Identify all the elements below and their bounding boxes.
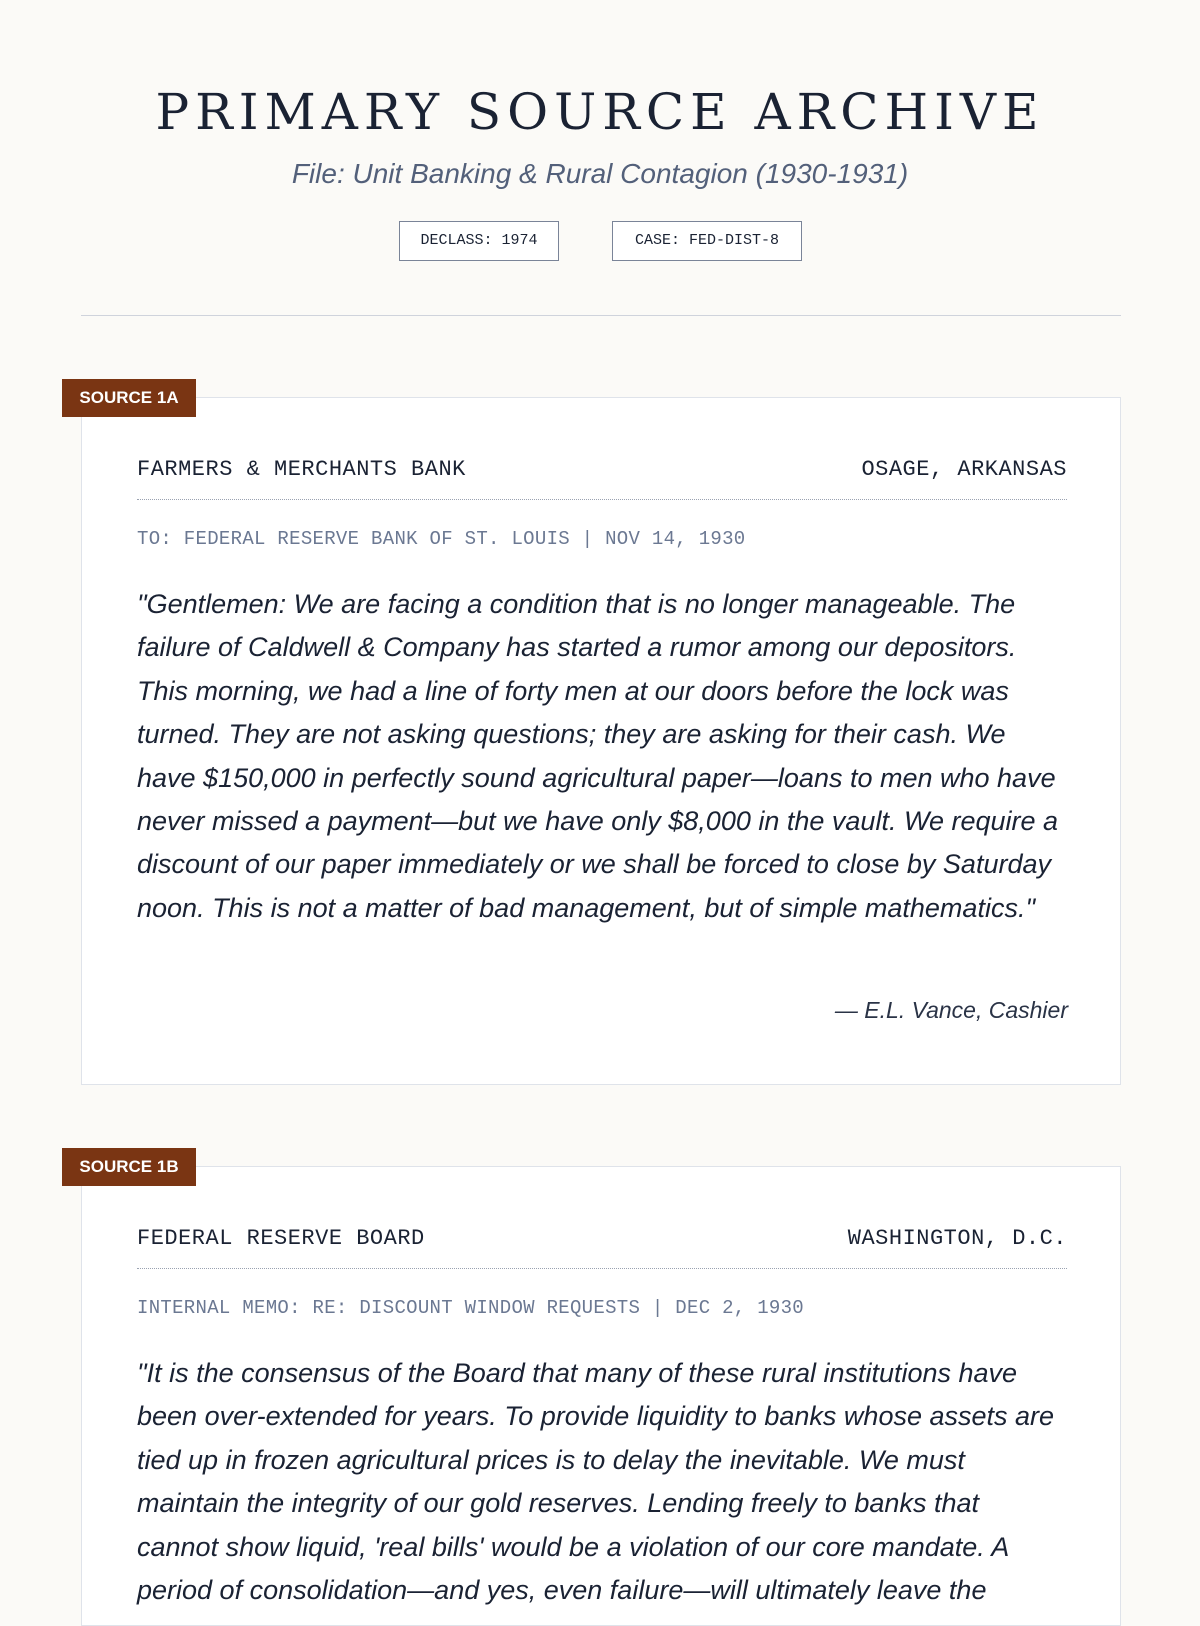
card-header bbox=[137, 454, 1067, 486]
page-title: PRIMARY SOURCE ARCHIVE bbox=[155, 83, 1045, 141]
source-quote: "Gentlemen: We are facing a condition that is no longer manageable. The failure of Caldwell & Company has started a rumor among our depositors. This morning, we had a line of forty men at our doors before the lock was turned. They are not asking questions; they are asking for their cash. We have $150,000 in perfectly sound agricultural paper—loans to men who have never missed a payment—but we have only $8,000 in the vault. We require a discount of our paper immediately or we shall be forced to close by Saturday noon. This is not a matter of bad management, but of simple mathematics." bbox=[137, 589, 1059, 923]
header-divider bbox=[81, 315, 1121, 316]
source-label-1b: SOURCE 1B bbox=[62, 1148, 196, 1186]
source-location: WASHINGTON, D.C. bbox=[847, 1226, 1067, 1251]
dotted-divider bbox=[137, 499, 1067, 500]
source-meta: TO: FEDERAL RESERVE BANK OF ST. LOUIS | NOV 14, 1930 bbox=[137, 528, 746, 550]
source-card-1b bbox=[81, 1166, 1121, 1626]
source-quote: "It is the consensus of the Board that many of these rural institutions have been over-extended for years. To provide liquidity to banks whose assets are tied up in frozen agricultural prices is to delay the inevitable. We must maintain the integrity of our gold reserves. Lending freely to banks that cannot show liquid, 'real bills' would be a violation of our core mandate. A period of consolidation—and yes, even failure—will ultimately leave the bbox=[137, 1358, 1055, 1606]
case-tag: CASE: FED-DIST-8 bbox=[612, 221, 802, 261]
declass-tag: DECLASS: 1974 bbox=[399, 221, 559, 261]
source-location: OSAGE, ARKANSAS bbox=[861, 457, 1067, 482]
source-attribution: — E.L. Vance, Cashier bbox=[834, 997, 1068, 1023]
source-label-1a: SOURCE 1A bbox=[62, 379, 196, 417]
file-subtitle: File: Unit Banking & Rural Contagion (1930-1931) bbox=[291, 158, 909, 189]
source-meta: INTERNAL MEMO: RE: DISCOUNT WINDOW REQUESTS | DEC 2, 1930 bbox=[137, 1297, 805, 1319]
source-organization: FEDERAL RESERVE BOARD bbox=[137, 1226, 425, 1251]
source-card-1a bbox=[81, 397, 1121, 1085]
dotted-divider bbox=[137, 1268, 1067, 1269]
source-organization: FARMERS & MERCHANTS BANK bbox=[137, 457, 466, 482]
card-header bbox=[137, 1223, 1067, 1255]
